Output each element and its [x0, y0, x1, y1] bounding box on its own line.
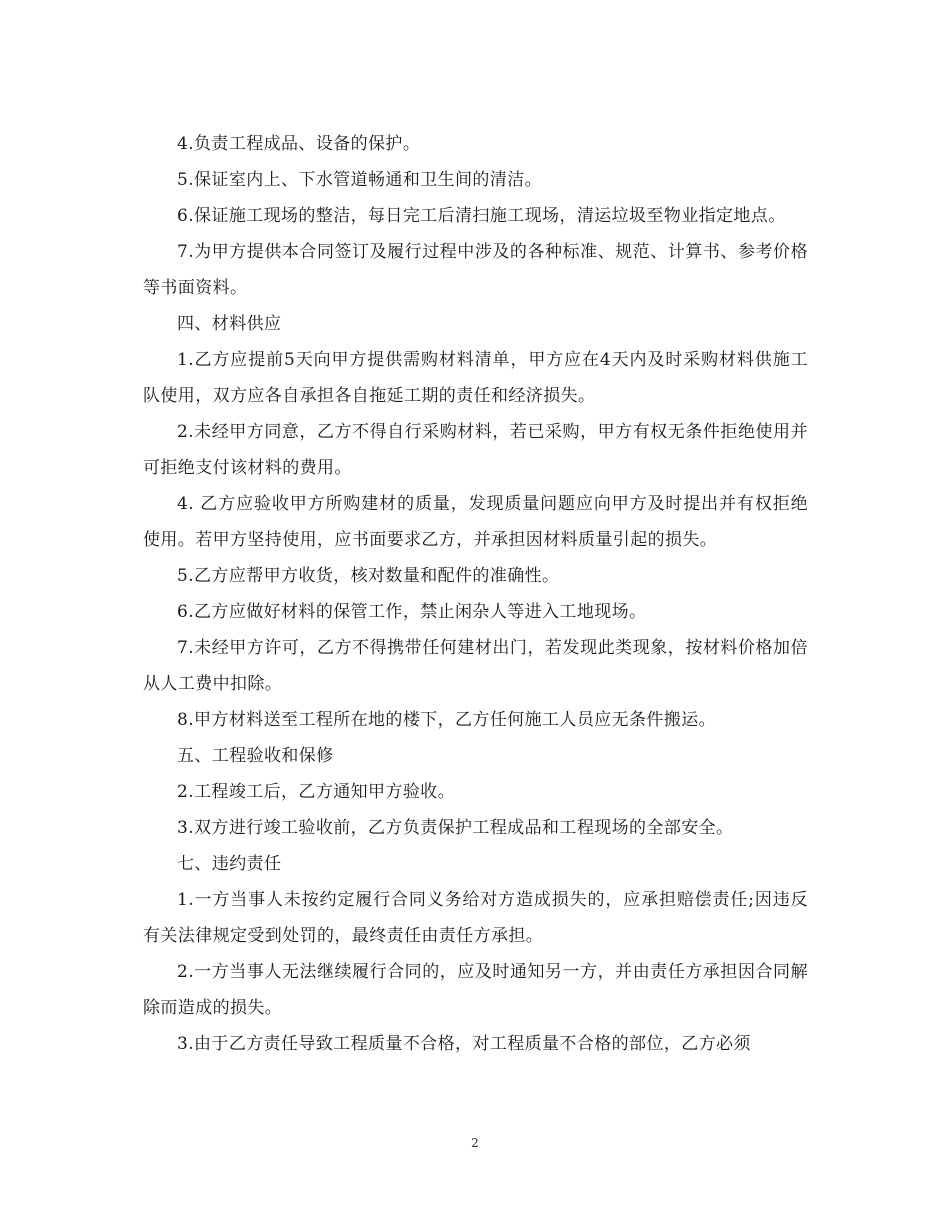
paragraph: 2.未经甲方同意，乙方不得自行采购材料，若已采购，甲方有权无条件拒绝使用并可拒绝支付该材料的费用。 — [143, 422, 808, 478]
document-body — [143, 126, 808, 1062]
paragraph: 7.为甲方提供本合同签订及履行过程中涉及的各种标准、规范、计算书、参考价格等书面资料。 — [143, 242, 808, 298]
paragraph: 8.甲方材料送至工程所在地的楼下，乙方任何施工人员应无条件搬运。 — [177, 710, 717, 730]
paragraph: 2.工程竣工后，乙方通知甲方验收。 — [177, 782, 456, 802]
paragraph: 5.保证室内上、下水管道畅通和卫生间的清洁。 — [177, 170, 543, 190]
paragraph: 5.乙方应帮甲方收货，核对数量和配件的准确性。 — [177, 566, 560, 586]
page-number: 2 — [471, 1136, 479, 1150]
section-heading: 四、材料供应 — [177, 314, 282, 334]
paragraph: 3.由于乙方责任导致工程质量不合格，对工程质量不合格的部位，乙方必须 — [177, 1034, 751, 1054]
paragraph: 7.未经甲方许可，乙方不得携带任何建材出门，若发现此类现象，按材料价格加倍从人工费中扣除。 — [143, 638, 808, 694]
paragraph: 6.乙方应做好材料的保管工作，禁止闲杂人等进入工地现场。 — [177, 602, 647, 622]
paragraph: 1.一方当事人未按约定履行合同义务给对方造成损失的，应承担赔偿责任;因违反有关法律规定受到处罚的，最终责任由责任方承担。 — [143, 890, 808, 946]
paragraph: 2.一方当事人无法继续履行合同的，应及时通知另一方，并由责任方承担因合同解除而造成的损失。 — [143, 962, 808, 1018]
paragraph: 6.保证施工现场的整洁，每日完工后清扫施工现场，清运垃圾至物业指定地点。 — [177, 206, 786, 226]
paragraph: 4. 乙方应验收甲方所购建材的质量，发现质量问题应向甲方及时提出并有权拒绝使用。若甲方坚持使用，应书面要求乙方，并承担因材料质量引起的损失。 — [143, 494, 808, 550]
section-heading: 五、工程验收和保修 — [177, 746, 334, 766]
paragraph: 1.乙方应提前5天向甲方提供需购材料清单，甲方应在4天内及时采购材料供施工队使用，双方应各自承担各自拖延工期的责任和经济损失。 — [143, 350, 808, 406]
paragraph: 4.负责工程成品、设备的保护。 — [177, 134, 421, 154]
paragraph: 3.双方进行竣工验收前，乙方负责保护工程成品和工程现场的全部安全。 — [177, 818, 734, 838]
section-heading: 七、违约责任 — [177, 854, 282, 874]
